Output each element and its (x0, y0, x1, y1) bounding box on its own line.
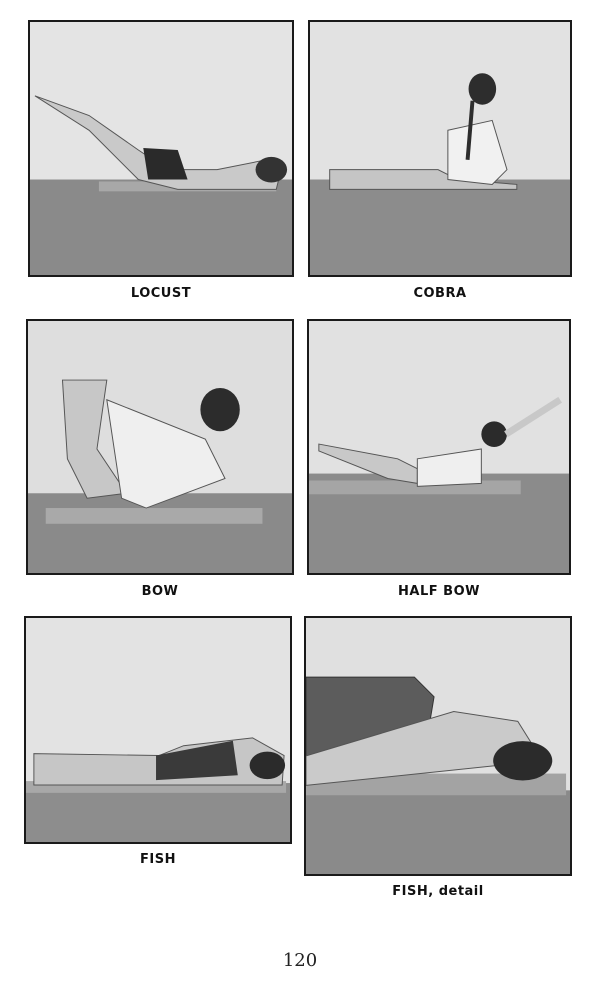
caption-bow: BOW (141, 584, 179, 599)
caption-fish-detail: FISH, detail (392, 884, 484, 899)
photo-bow (26, 319, 294, 575)
caption-locust: LOCUST (130, 286, 192, 301)
photo-locust (28, 20, 294, 277)
photo-fish-detail (304, 616, 572, 876)
photo-cobra (308, 20, 572, 277)
fish-detail-illustration (306, 618, 570, 874)
page-number: 120 (282, 950, 318, 971)
photo-fish (24, 616, 292, 844)
caption-fish: FISH (140, 852, 176, 867)
caption-cobra: COBRA (413, 286, 467, 301)
caption-half-bow: HALF BOW (398, 584, 480, 599)
cobra-pose-illustration (310, 22, 570, 275)
photo-half-bow (307, 319, 571, 575)
fish-pose-illustration (26, 618, 290, 842)
half-bow-pose-illustration (309, 321, 569, 573)
bow-pose-illustration (28, 321, 292, 573)
locust-pose-illustration (30, 22, 292, 275)
